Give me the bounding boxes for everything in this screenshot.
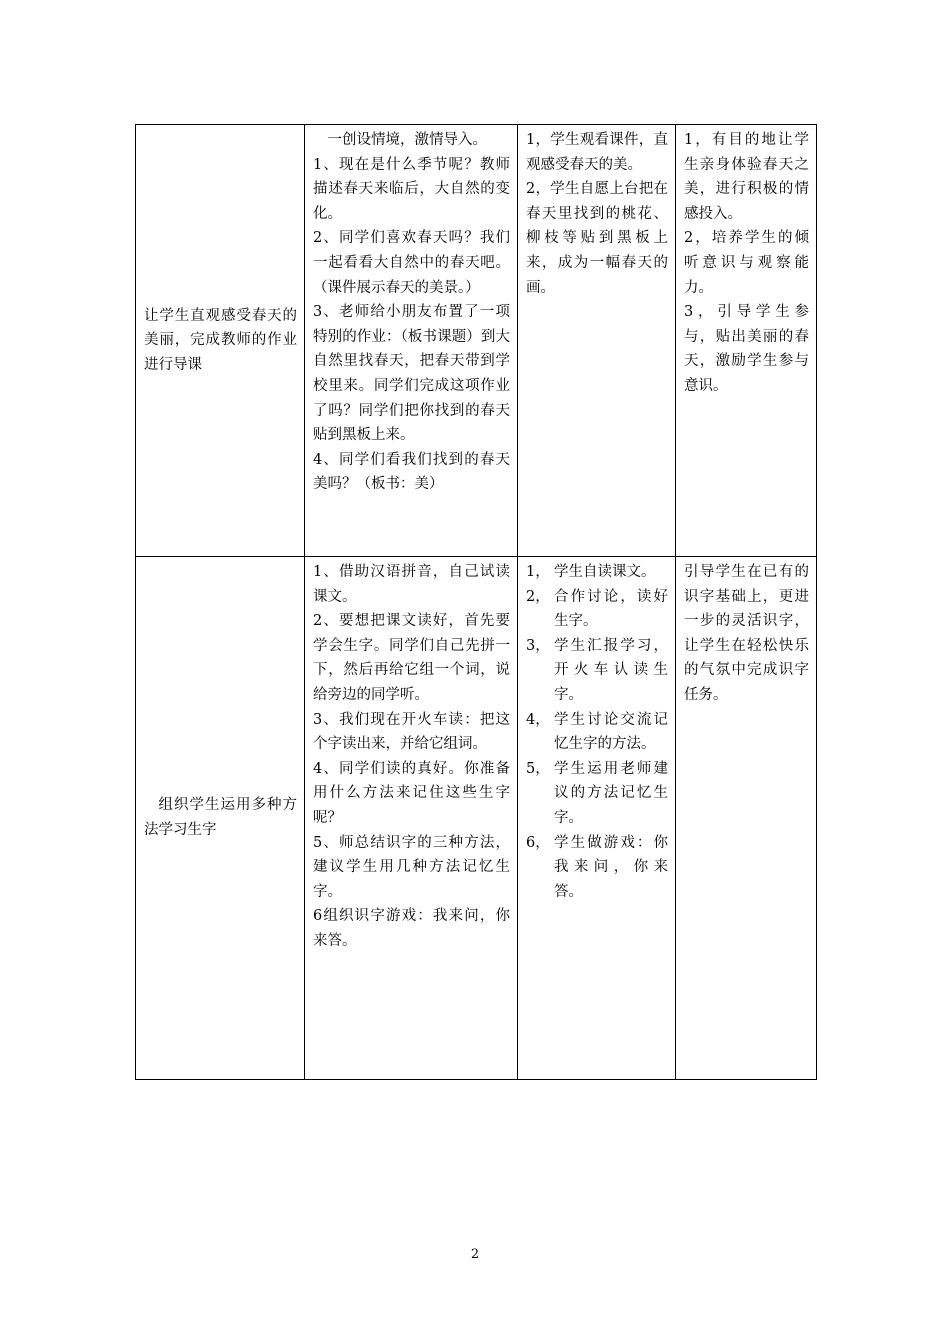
design-purpose-cell — [676, 557, 817, 1080]
student-step — [526, 634, 668, 708]
teacher-step: 6组织识字游戏：我来问，你来答。 — [313, 908, 510, 949]
step-number: 3， — [526, 637, 550, 654]
goal-text: 组织学生运用多种方法学习生字 — [144, 797, 297, 838]
lesson-plan-table — [135, 124, 817, 1080]
step-number: 5， — [526, 760, 550, 777]
student-step: 2，学生自愿上台把在春天里找到的桃花、柳枝等贴到黑板上来，成为一幅春天的画。 — [526, 181, 668, 296]
step-text: 学生运用老师建议的方法记忆生字。 — [554, 760, 668, 826]
teacher-step: 4、同学们看我们找到的春天美吗？（板书：美） — [313, 451, 510, 493]
step-text: 学生汇报学习，开火车认读生字。 — [554, 637, 668, 703]
step-text: 合作讨论，读好生字。 — [554, 588, 668, 630]
design-purpose-cell — [676, 125, 817, 557]
teacher-step: 4、同学们读的真好。你准备用什么方法来记住这些生字呢？ — [313, 760, 510, 826]
purpose-item: 1，有目的地让学生亲身体验春天之美，进行积极的情感投入。 — [684, 132, 809, 222]
goal-cell — [136, 125, 305, 557]
teacher-step: 2、要想把课文读好，首先要学会生字。同学们自己先拼一下，然后再给它组一个词，说给旁边的同学听。 — [313, 613, 510, 703]
student-step — [526, 708, 668, 757]
student-step — [526, 831, 668, 905]
teacher-activity-cell — [305, 125, 518, 557]
teacher-step: 5、师总结识字的三种方法，建议学生用几种方法记忆生字。 — [313, 834, 510, 900]
student-step: 1，学生观看课件，直观感受春天的美。 — [526, 132, 668, 173]
teacher-step: 一创设情境，激情导入。 — [327, 132, 487, 148]
table-row — [136, 557, 817, 1080]
student-step — [526, 560, 668, 585]
step-text: 学生做游戏：你我来问，你来答。 — [554, 834, 668, 900]
teacher-step: 3、我们现在开火车读：把这个字读出来，并给它组词。 — [313, 711, 510, 753]
step-number: 4， — [526, 711, 550, 728]
step-text: 学生自读课文。 — [554, 564, 656, 580]
student-activity-cell — [518, 557, 676, 1080]
step-number: 1， — [526, 564, 550, 580]
teacher-step: 3、老师给小朋友布置了一项特别的作业：（板书课题）到大自然里找春天，把春天带到学校里来。同学们完成这项作业了吗？同学们把你找到的春天贴到黑板上来。 — [313, 304, 510, 444]
goal-cell — [136, 557, 305, 1080]
student-step — [526, 757, 668, 831]
teacher-step: 1、现在是什么季节呢？教师描述春天来临后，大自然的变化。 — [313, 156, 510, 222]
teacher-activity-cell — [305, 557, 518, 1080]
page-number: 2 — [470, 1247, 480, 1262]
teacher-step: 1、借助汉语拼音，自己试读课文。 — [313, 564, 510, 605]
table-row — [136, 125, 817, 557]
purpose-item: 3，引导学生参与，贴出美丽的春天，激励学生参与意识。 — [684, 304, 809, 394]
purpose-item: 引导学生在已有的识字基础上，更进一步的灵活识字，让学生在轻松快乐的气氛中完成识字任务。 — [684, 564, 809, 703]
student-step — [526, 585, 668, 634]
step-text: 学生讨论交流记忆生字的方法。 — [554, 711, 668, 753]
step-number: 2， — [526, 588, 550, 605]
goal-text: 让学生直观感受春天的美丽，完成教师的作业进行导课 — [144, 307, 297, 373]
step-number: 6， — [526, 834, 550, 851]
purpose-item: 2，培养学生的倾听意识与观察能力。 — [684, 230, 809, 296]
teacher-step: 2、同学们喜欢春天吗？我们一起看看大自然中的春天吧。（课件展示春天的美景。） — [313, 230, 510, 296]
student-activity-cell — [518, 125, 676, 557]
